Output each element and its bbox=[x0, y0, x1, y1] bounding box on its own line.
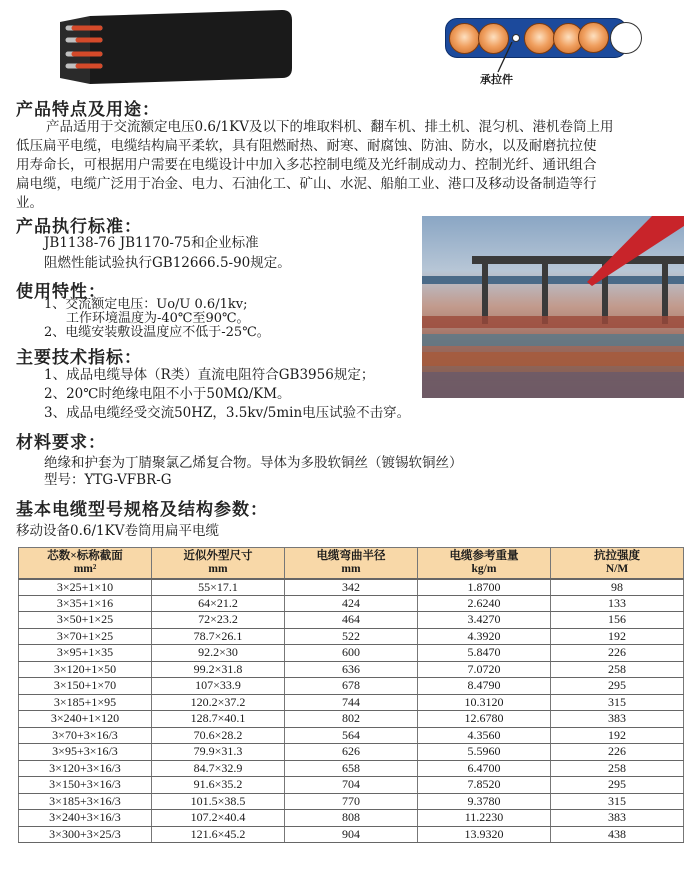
table-row bbox=[19, 579, 684, 596]
column-header-line: mm bbox=[341, 562, 361, 575]
table-cell: 92.2×30 bbox=[152, 645, 285, 662]
empty-core-icon bbox=[610, 22, 642, 54]
table-row bbox=[19, 793, 684, 810]
features-text: 用寿命长，可根据用户需要在电缆设计中加入多芯控制电缆及光纤制成动力、控制光纤、通讯组合 bbox=[16, 157, 597, 173]
tension-member-label: 承拉件 bbox=[480, 73, 513, 86]
table-cell: 128.7×40.1 bbox=[152, 711, 285, 728]
column-header-line: 电缆弯曲半径 bbox=[316, 549, 386, 562]
table-cell: 808 bbox=[285, 810, 418, 827]
table-cell: 658 bbox=[285, 760, 418, 777]
column-header bbox=[152, 548, 285, 579]
column-header-line: N/M bbox=[605, 562, 629, 575]
standards-text: 阻燃性能试验执行GB12666.5-90规定。 bbox=[44, 255, 291, 271]
table-row bbox=[19, 661, 684, 678]
table-cell: 636 bbox=[285, 661, 418, 678]
table-cell: 704 bbox=[285, 777, 418, 794]
params-heading: 基本电缆型号规格及结构参数： bbox=[16, 500, 268, 520]
table-cell: 3×240+3×16/3 bbox=[19, 810, 152, 827]
table-cell: 120.2×37.2 bbox=[152, 694, 285, 711]
usage-text: 1、交流额定电压：Uo/U 0.6/1kv; bbox=[44, 297, 248, 312]
column-header bbox=[418, 548, 551, 579]
usage-text: 2、电缆安装敷设温度应不低于-25℃。 bbox=[44, 325, 270, 340]
table-cell: 13.9320 bbox=[418, 826, 551, 843]
table-cell: 64×21.2 bbox=[152, 595, 285, 612]
usage-heading: 使用特性： bbox=[16, 282, 106, 302]
table-cell: 3×35+1×16 bbox=[19, 595, 152, 612]
tech-heading: 主要技术指标： bbox=[16, 348, 142, 368]
table-cell: 72×23.2 bbox=[152, 612, 285, 629]
table-cell: 11.2230 bbox=[418, 810, 551, 827]
table-cell: 3×240+1×120 bbox=[19, 711, 152, 728]
features-heading: 产品特点及用途： bbox=[16, 100, 160, 120]
copper-core-icon bbox=[524, 23, 555, 54]
flat-cable-photo bbox=[60, 8, 292, 86]
table-cell: 3×25+1×10 bbox=[19, 579, 152, 596]
table-cell: 3.4270 bbox=[418, 612, 551, 629]
column-header-line: mm² bbox=[73, 562, 97, 575]
table-cell: 79.9×31.3 bbox=[152, 744, 285, 761]
table-cell: 3×300+3×25/3 bbox=[19, 826, 152, 843]
leader-line bbox=[495, 42, 515, 74]
table-cell: 3×150+3×16/3 bbox=[19, 777, 152, 794]
table-cell: 226 bbox=[551, 645, 684, 662]
material-text: 绝缘和护套为丁腈聚氯乙烯复合物。导体为多股软铜丝（镀锡软铜丝） bbox=[44, 455, 463, 471]
usage-text: 工作环境温度为-40℃至90℃。 bbox=[66, 311, 250, 326]
table-cell: 770 bbox=[285, 793, 418, 810]
column-header-line: 芯数×标称截面 bbox=[47, 549, 123, 562]
tech-text: 2、20℃时绝缘电阻不小于50MΩ/KM。 bbox=[44, 386, 291, 402]
table-cell: 5.5960 bbox=[418, 744, 551, 761]
table-cell: 12.6780 bbox=[418, 711, 551, 728]
tech-text: 1、成品电缆导体（R类）直流电阻符合GB3956规定； bbox=[44, 367, 375, 383]
table-row bbox=[19, 744, 684, 761]
table-cell: 70.6×28.2 bbox=[152, 727, 285, 744]
table-caption: 移动设备0.6/1KV卷筒用扁平电缆 bbox=[16, 523, 219, 539]
table-cell: 678 bbox=[285, 678, 418, 695]
standards-text: JB1138-76 JB1170-75和企业标准 bbox=[44, 235, 259, 251]
column-header-line: kg/m bbox=[471, 562, 497, 575]
table-row bbox=[19, 810, 684, 827]
table-cell: 192 bbox=[551, 628, 684, 645]
table-cell: 464 bbox=[285, 612, 418, 629]
cable-spec-table bbox=[18, 547, 684, 843]
table-cell: 3×70+3×16/3 bbox=[19, 727, 152, 744]
features-text: 产品适用于交流额定电压0.6/1KV及以下的堆取料机、翻车机、排土机、混匀机、港机卷筒上用 bbox=[46, 119, 614, 135]
table-cell: 258 bbox=[551, 760, 684, 777]
column-header-line: 电缆参考重量 bbox=[449, 549, 519, 562]
table-row bbox=[19, 645, 684, 662]
table-cell: 133 bbox=[551, 595, 684, 612]
table-cell: 3×95+3×16/3 bbox=[19, 744, 152, 761]
table-cell: 3×185+1×95 bbox=[19, 694, 152, 711]
table-cell: 3×70+1×25 bbox=[19, 628, 152, 645]
table-cell: 315 bbox=[551, 793, 684, 810]
tension-member-icon bbox=[512, 34, 520, 42]
table-cell: 8.4790 bbox=[418, 678, 551, 695]
table-cell: 226 bbox=[551, 744, 684, 761]
table-row bbox=[19, 727, 684, 744]
column-header-line: 近似外型尺寸 bbox=[183, 549, 253, 562]
table-cell: 315 bbox=[551, 694, 684, 711]
table-row bbox=[19, 628, 684, 645]
table-row bbox=[19, 595, 684, 612]
column-header bbox=[19, 548, 152, 579]
table-cell: 107×33.9 bbox=[152, 678, 285, 695]
table-row bbox=[19, 612, 684, 629]
table-cell: 55×17.1 bbox=[152, 579, 285, 596]
table-cell: 3×185+3×16/3 bbox=[19, 793, 152, 810]
table-cell: 424 bbox=[285, 595, 418, 612]
table-cell: 4.3560 bbox=[418, 727, 551, 744]
table-cell: 1.8700 bbox=[418, 579, 551, 596]
table-cell: 9.3780 bbox=[418, 793, 551, 810]
table-cell: 5.8470 bbox=[418, 645, 551, 662]
table-cell: 744 bbox=[285, 694, 418, 711]
column-header-line: 抗拉强度 bbox=[594, 549, 640, 562]
table-row bbox=[19, 760, 684, 777]
table-cell: 295 bbox=[551, 777, 684, 794]
table-cell: 7.0720 bbox=[418, 661, 551, 678]
table-cell: 904 bbox=[285, 826, 418, 843]
table-cell: 7.8520 bbox=[418, 777, 551, 794]
table-cell: 107.2×40.4 bbox=[152, 810, 285, 827]
table-row bbox=[19, 711, 684, 728]
column-header bbox=[285, 548, 418, 579]
table-cell: 3×120+1×50 bbox=[19, 661, 152, 678]
table-cell: 3×50+1×25 bbox=[19, 612, 152, 629]
table-cell: 192 bbox=[551, 727, 684, 744]
table-cell: 101.5×38.5 bbox=[152, 793, 285, 810]
table-row bbox=[19, 826, 684, 843]
table-cell: 3×120+3×16/3 bbox=[19, 760, 152, 777]
material-heading: 材料要求： bbox=[16, 433, 106, 453]
table-cell: 342 bbox=[285, 579, 418, 596]
table-cell: 4.3920 bbox=[418, 628, 551, 645]
table-cell: 383 bbox=[551, 711, 684, 728]
table-cell: 522 bbox=[285, 628, 418, 645]
table-cell: 84.7×32.9 bbox=[152, 760, 285, 777]
features-text: 低压扁平电缆，电缆结构扁平柔软，具有阻燃耐热、耐寒、耐腐蚀、防油、防水，以及耐磨抗拉使 bbox=[16, 138, 597, 154]
table-cell: 156 bbox=[551, 612, 684, 629]
table-cell: 6.4700 bbox=[418, 760, 551, 777]
copper-core-icon bbox=[578, 22, 609, 53]
column-header bbox=[551, 548, 684, 579]
table-cell: 121.6×45.2 bbox=[152, 826, 285, 843]
table-cell: 2.6240 bbox=[418, 595, 551, 612]
table-cell: 383 bbox=[551, 810, 684, 827]
table-cell: 91.6×35.2 bbox=[152, 777, 285, 794]
table-cell: 3×95+1×35 bbox=[19, 645, 152, 662]
column-header-line: mm bbox=[208, 562, 228, 575]
tech-text: 3、成品电缆经受交流50HZ，3.5kv/5min电压试验不击穿。 bbox=[44, 405, 411, 421]
table-row bbox=[19, 777, 684, 794]
table-cell: 98 bbox=[551, 579, 684, 596]
table-row bbox=[19, 678, 684, 695]
port-crane-photo bbox=[422, 216, 684, 398]
table-cell: 802 bbox=[285, 711, 418, 728]
table-cell: 99.2×31.8 bbox=[152, 661, 285, 678]
table-cell: 3×150+1×70 bbox=[19, 678, 152, 695]
table-cell: 258 bbox=[551, 661, 684, 678]
copper-core-icon bbox=[449, 23, 480, 54]
features-text: 业。 bbox=[16, 195, 43, 211]
table-cell: 78.7×26.1 bbox=[152, 628, 285, 645]
table-cell: 295 bbox=[551, 678, 684, 695]
table-row bbox=[19, 694, 684, 711]
standards-heading: 产品执行标准： bbox=[16, 217, 142, 237]
features-text: 扁电缆，电缆广泛用于冶金、电力、石油化工、矿山、水泥、船舶工业、港口及移动设备制造等行 bbox=[16, 176, 597, 192]
table-cell: 600 bbox=[285, 645, 418, 662]
table-cell: 438 bbox=[551, 826, 684, 843]
table-cell: 10.3120 bbox=[418, 694, 551, 711]
material-text: 型号：YTG-VFBR-G bbox=[44, 472, 172, 488]
table-cell: 564 bbox=[285, 727, 418, 744]
table-cell: 626 bbox=[285, 744, 418, 761]
